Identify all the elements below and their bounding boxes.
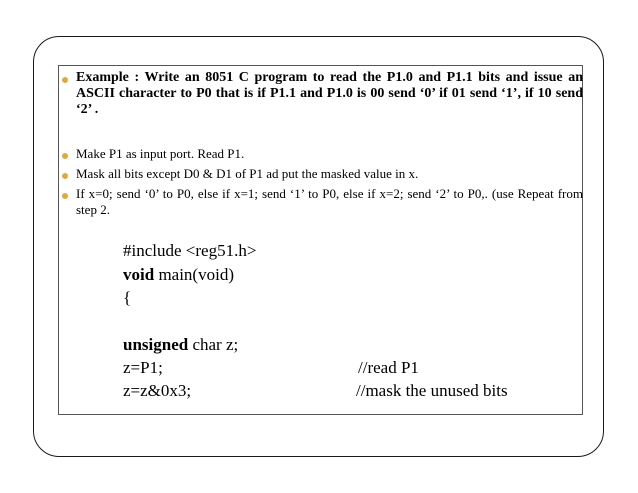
step-2-text: Mask all bits except D0 & D1 of P1 ad put the masked value in x. bbox=[76, 166, 419, 181]
code-main bbox=[123, 265, 234, 285]
bullet-dot-icon bbox=[62, 193, 68, 199]
bullet-example bbox=[62, 70, 583, 118]
keyword-void: void bbox=[123, 265, 155, 284]
code-mask-line: z=z&0x3; bbox=[123, 381, 192, 400]
bullet-dot-icon bbox=[62, 77, 68, 83]
comment-mask: //mask the unused bits bbox=[356, 381, 508, 400]
bullet-step-2 bbox=[62, 166, 583, 182]
bullet-step-1 bbox=[62, 146, 583, 162]
code-read-line: z=P1; bbox=[123, 358, 163, 377]
bullet-dot-icon bbox=[62, 153, 68, 159]
step-1-text: Make P1 as input port. Read P1. bbox=[76, 146, 245, 161]
step-3-text: If x=0; send ‘0’ to P0, else if x=1; send ‘1’ to P0, else if x=2; send ‘2’ to P0,. (use Repeat from step 2. bbox=[76, 186, 583, 217]
code-main-rest: main(void) bbox=[154, 265, 234, 284]
example-text: Example : Write an 8051 C program to read the P1.0 and P1.1 bits and issue an ASCII character to P0 that is if P1.1 and P1.0 is 00 send ‘0’ if 01 send ‘1’, if 10 send ‘2’ . bbox=[76, 70, 583, 117]
bullet-dot-icon bbox=[62, 173, 68, 179]
bullet-step-3 bbox=[62, 186, 583, 218]
code-decl-rest: char z; bbox=[188, 335, 239, 354]
code-declaration bbox=[123, 335, 238, 355]
code-open-brace: { bbox=[123, 288, 132, 307]
code-include: #include <reg51.h> bbox=[123, 241, 257, 260]
keyword-unsigned: unsigned bbox=[123, 335, 189, 354]
comment-read: //read P1 bbox=[358, 358, 419, 377]
